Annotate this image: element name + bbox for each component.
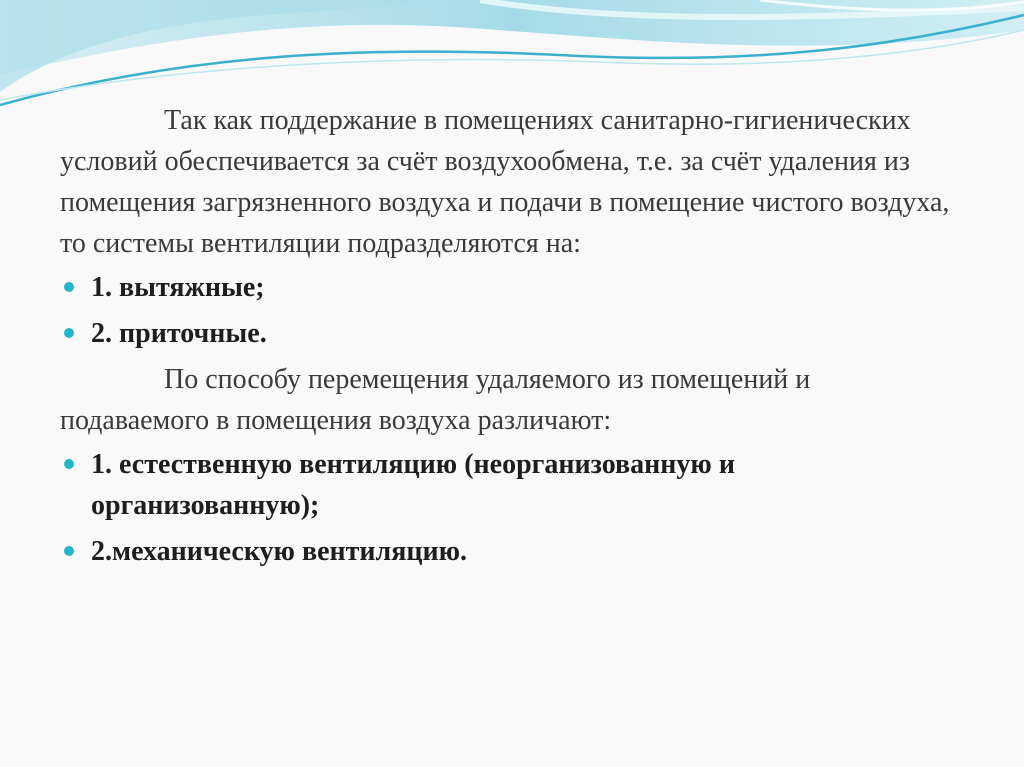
paragraph-method: По способу перемещения удаляемого из помещений и подаваемого в помещения воздуха различают:	[60, 364, 811, 436]
list-item	[60, 313, 960, 354]
circle-bullet-icon	[64, 328, 74, 338]
slide-content	[60, 100, 960, 577]
circle-bullet-icon	[64, 282, 74, 292]
list-item-label: 2.механическую вентиляцию.	[91, 536, 468, 567]
list-item-label: 1. естественную вентиляцию (неорганизованную и организованную);	[91, 449, 735, 521]
paragraph-intro: Так как поддержание в помещениях санитарно-гигиенических условий обеспечивается за счёт воздухообмена, т.е. за счёт удаления из помещения загрязненного воздуха и подачи в помещение чистого воздуха, то системы вентиляции подразделяются на:	[60, 105, 950, 259]
list-item	[60, 444, 960, 526]
list-item-label: 1. вытяжные;	[91, 272, 265, 303]
circle-bullet-icon	[64, 546, 74, 556]
list-item-label: 2. приточные.	[91, 318, 267, 349]
list-item	[60, 531, 960, 572]
list-item	[60, 267, 960, 308]
circle-bullet-icon	[64, 459, 74, 469]
